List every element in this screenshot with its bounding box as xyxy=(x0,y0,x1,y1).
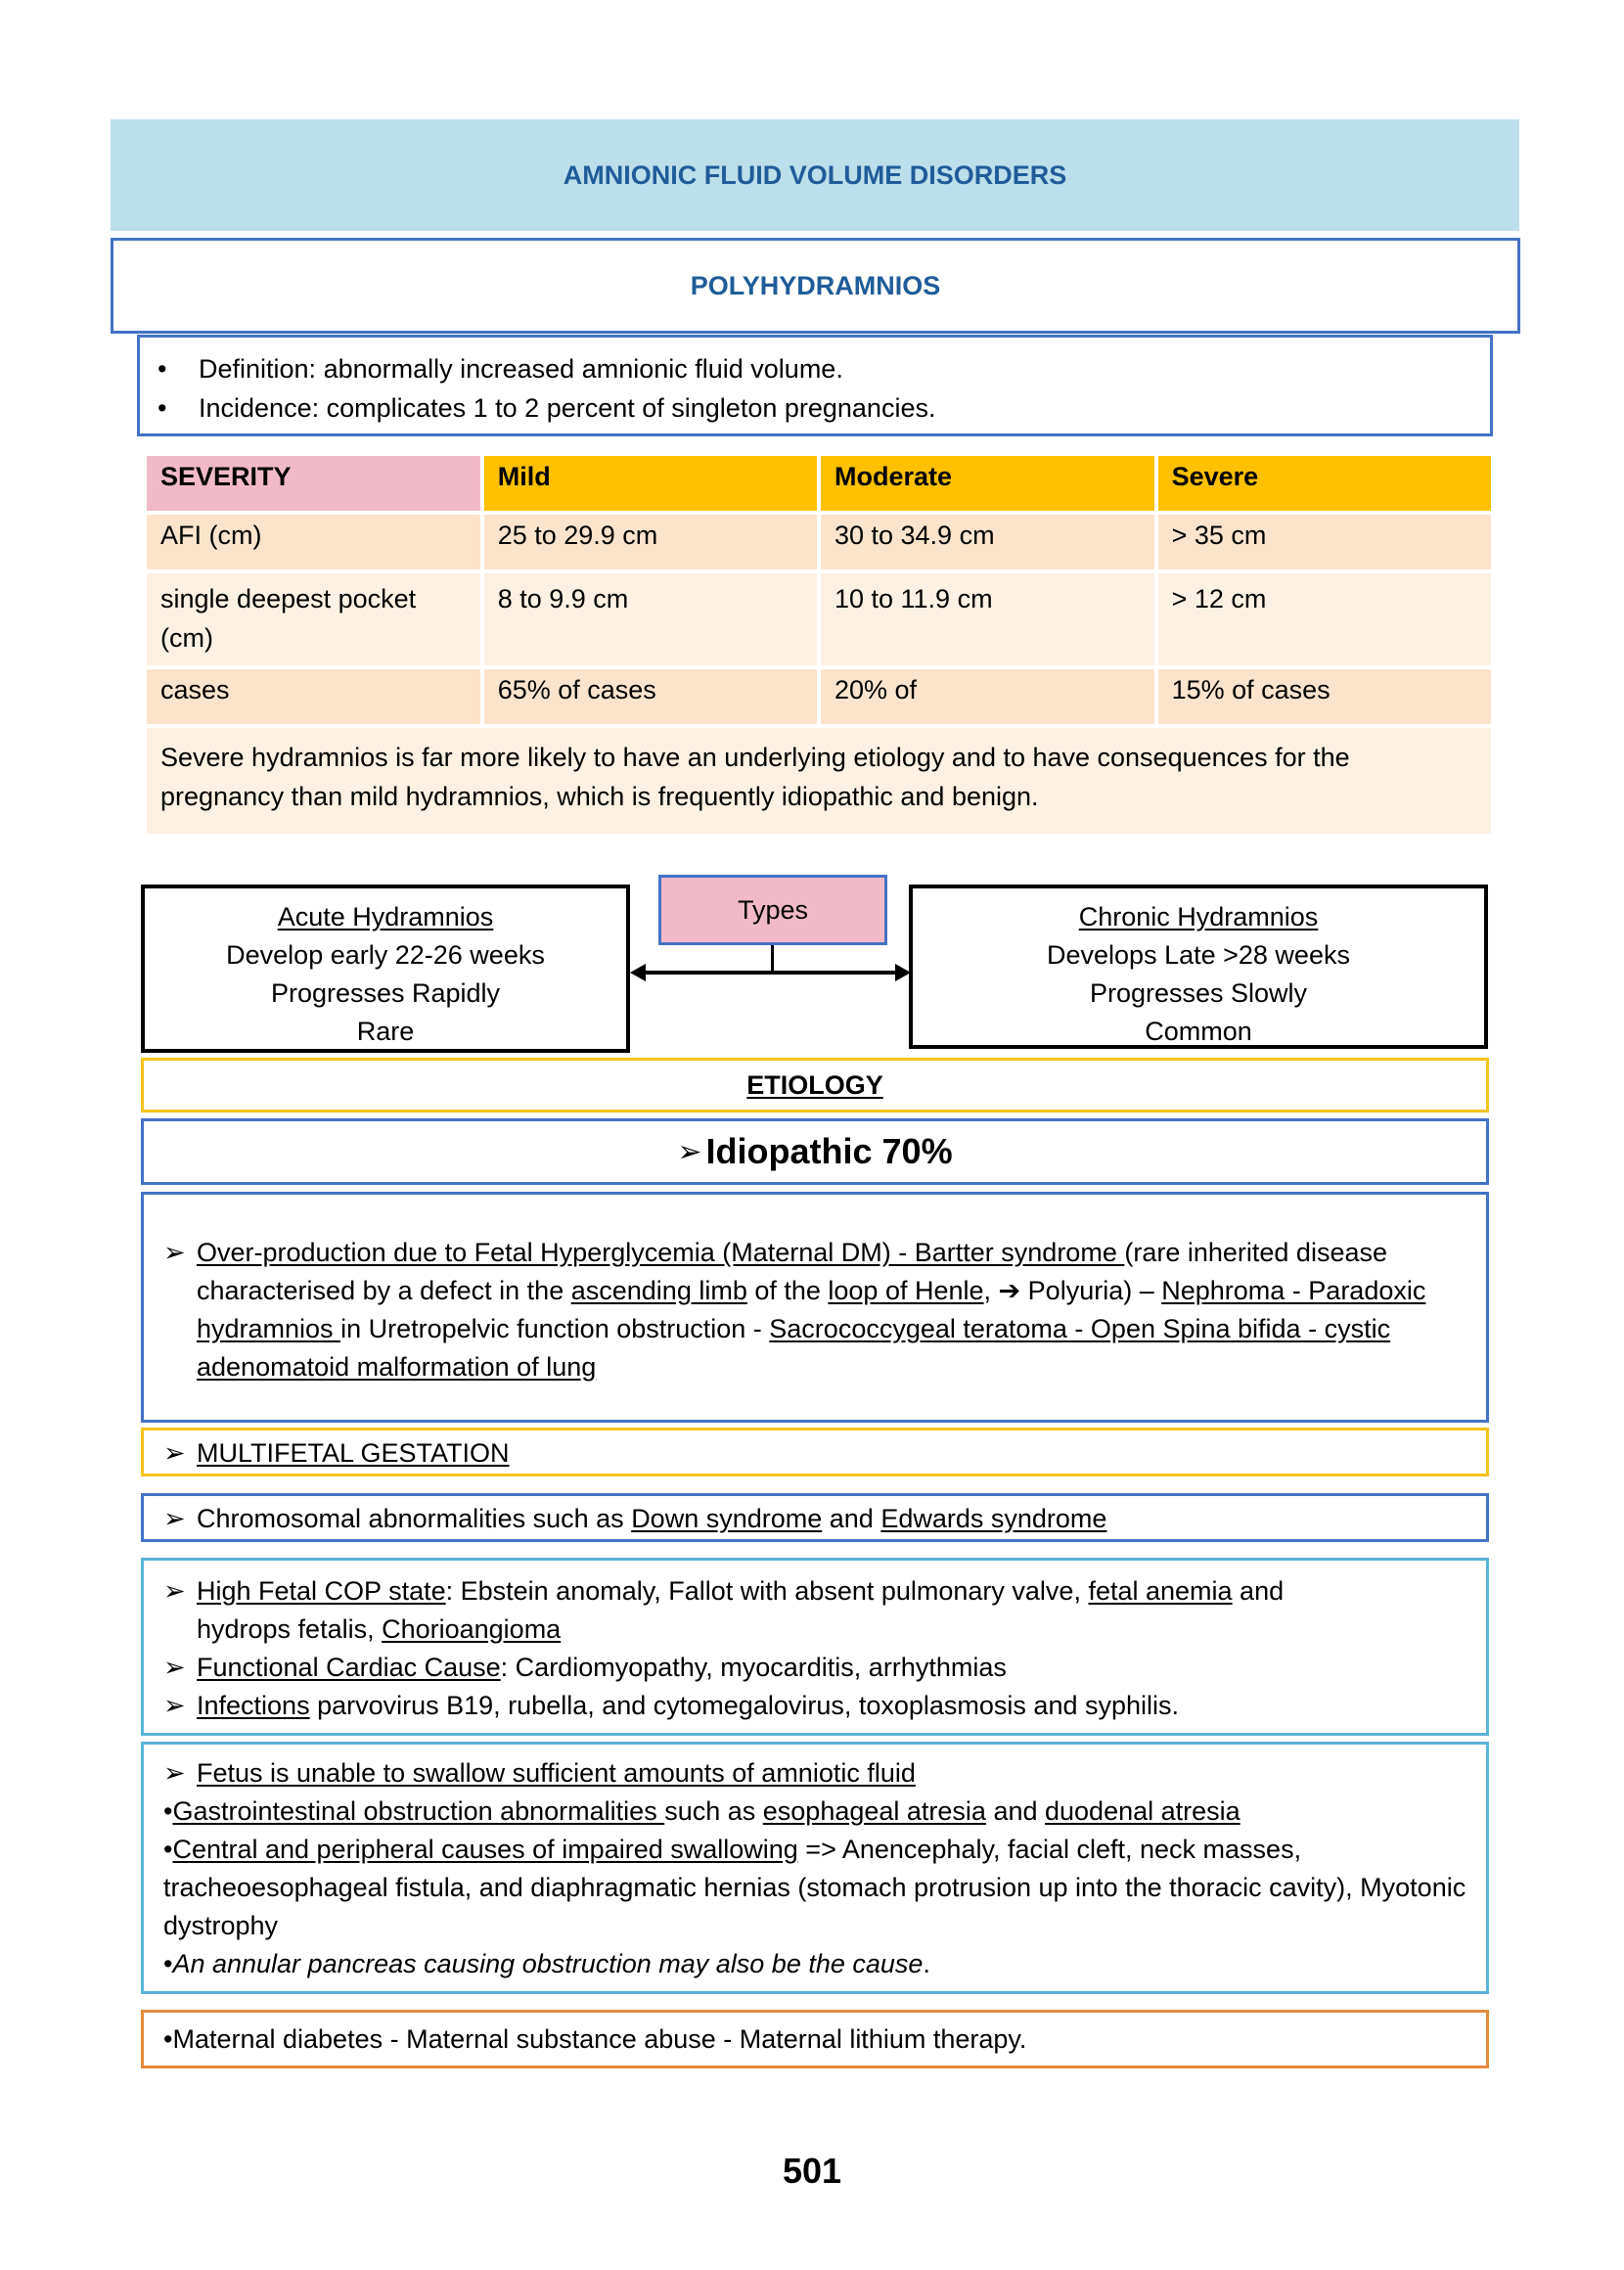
bullet-icon: • xyxy=(163,1796,173,1826)
arrow-bullet-icon: ➢ xyxy=(163,1238,186,1267)
bullet-icon: • xyxy=(158,354,167,384)
overproduction-box: ➢ Over-production due to Fetal Hyperglycemia (Maternal DM) - Bartter syndrome (rare inherited disease characterised by a defect in the ascending limb of the loop of Henle, ➔ Polyuria) – Nephroma - Paradoxic hydramnios in Uretropelvic function obstruction - Sacrococcygeal teratoma - Open Spina bifida - cystic adenomatoid malformation of lung xyxy=(141,1192,1489,1423)
bullet-icon: • xyxy=(158,393,167,423)
arrow-bullet-icon: ➢ xyxy=(163,1691,186,1720)
etiology-heading: ETIOLOGY xyxy=(746,1069,883,1100)
etiology-heading-box xyxy=(141,1058,1489,1112)
bullet-icon: • xyxy=(163,1835,173,1864)
section-title-box xyxy=(111,238,1520,334)
page-number: 501 xyxy=(782,2151,842,2191)
section-title: POLYHYDRAMNIOS xyxy=(690,270,941,300)
types-box: Types xyxy=(658,875,887,945)
document-title-banner xyxy=(111,119,1519,231)
chromosomal-box: ➢ Chromosomal abnormalities such as Down syndrome and Edwards syndrome xyxy=(141,1493,1489,1542)
table-note-row xyxy=(147,728,1491,834)
arrow-bullet-icon: ➢ xyxy=(163,1758,186,1788)
swallowing-causes-box: ➢ Fetus is unable to swallow sufficient amounts of amniotic fluid •Gastrointestinal obstruction abnormalities such as esophageal atresia and duodenal atresia •Central and peripheral causes of impaired swallowing => Anencephaly, facial cleft, neck masses, tracheoesophageal fistula, and diaphragmatic hernias (stomach protrusion up into the thoracic cavity), Myotonic dystrophy •An annular pancreas causing obstruction may also be the cause. xyxy=(141,1742,1489,1994)
document-title: AMNIONIC FLUID VOLUME DISORDERS xyxy=(563,159,1067,190)
cardiac-causes-box: ➢ High Fetal COP state: Ebstein anomaly, Fallot with absent pulmonary valve, fetal anemia and hydrops fetalis, Chorioangioma ➢ Functional Cardiac Cause: Cardiomyopathy, myocarditis, arrhythmias ➢ Infections parvovirus B19, rubella, and cytomegalovirus, toxoplasmosis and syphilis. xyxy=(141,1558,1489,1736)
chronic-title: Chronic Hydramnios xyxy=(1078,902,1319,931)
maternal-causes-box: •Maternal diabetes - Maternal substance abuse - Maternal lithium therapy. xyxy=(141,2010,1489,2068)
table-row: cases 65% of cases 20% of 15% of cases xyxy=(147,669,1491,724)
arrow-left-icon xyxy=(630,964,646,981)
definition-box xyxy=(137,335,1493,436)
definition-bullet: • Definition: abnormally increased amnionic fluid volume. xyxy=(158,349,1490,388)
connector-line xyxy=(771,945,774,972)
header-severity: SEVERITY xyxy=(147,456,480,511)
idiopathic-box: ➢ Idiopathic 70% xyxy=(141,1118,1489,1185)
double-arrow-line xyxy=(641,971,897,975)
bullet-icon: • xyxy=(163,1949,173,1978)
header-severe: Severe xyxy=(1158,456,1491,511)
table-header-row xyxy=(147,456,1491,511)
incidence-bullet: • Incidence: complicates 1 to 2 percent of singleton pregnancies. xyxy=(158,388,1490,428)
header-mild: Mild xyxy=(484,456,817,511)
severity-table xyxy=(143,452,1495,838)
header-moderate: Moderate xyxy=(821,456,1154,511)
severity-note: Severe hydramnios is far more likely to have an underlying etiology and to have consequences for the pregnancy than mild hydramnios, which is frequently idiopathic and benign. xyxy=(147,728,1491,834)
right-arrow-icon: ➔ xyxy=(998,1276,1021,1305)
arrow-bullet-icon: ➢ xyxy=(163,1504,186,1533)
acute-title: Acute Hydramnios xyxy=(277,902,494,931)
arrow-bullet-icon: ➢ xyxy=(163,1576,186,1606)
chronic-hydramnios-box: Chronic Hydramnios Develops Late >28 weeks Progresses Slowly Common xyxy=(909,885,1488,1049)
arrow-bullet-icon: ➢ xyxy=(163,1653,186,1682)
acute-hydramnios-box: Acute Hydramnios Develop early 22-26 weeks Progresses Rapidly Rare xyxy=(141,885,630,1053)
arrow-bullet-icon: ➢ xyxy=(163,1438,186,1468)
arrow-bullet-icon: ➢ xyxy=(677,1135,702,1168)
table-row: AFI (cm) 25 to 29.9 cm 30 to 34.9 cm > 35 cm xyxy=(147,515,1491,569)
multifetal-box: ➢ MULTIFETAL GESTATION xyxy=(141,1428,1489,1476)
table-row: single deepest pocket (cm) 8 to 9.9 cm 10 to 11.9 cm > 12 cm xyxy=(147,573,1491,665)
